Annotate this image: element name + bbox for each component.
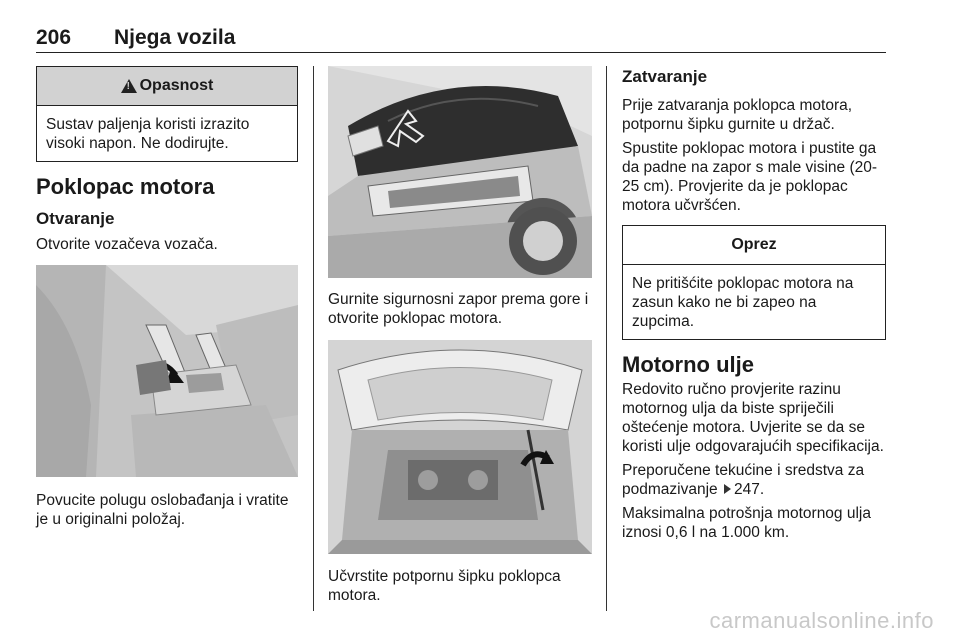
closing-paragraph-1: Prije zatvaranja poklopca motora, potpornu šipku gurnite u držač.	[622, 97, 853, 133]
opening-step-1: Otvorite vozačeva vozača.	[36, 236, 218, 253]
column-1	[36, 66, 298, 529]
page-header	[36, 26, 886, 53]
hood-prop-rod-illustration	[328, 340, 592, 554]
page-reference-arrow-icon	[724, 484, 731, 494]
watermark: carmanualsonline.info	[709, 608, 934, 633]
oil-paragraph-2	[622, 461, 886, 499]
closing-paragraph-2: Spustite poklopac motora i pustite ga da padne na zapor s male visine (20-25 cm). Provjerite da je poklopac motora učvršćen.	[622, 140, 878, 214]
hood-latch-illustration	[328, 66, 592, 278]
oil-paragraph-2-text: Preporučene tekućine i sredstva za podmazivanje	[622, 462, 865, 498]
danger-box-title: Opasnost	[139, 77, 214, 94]
oil-section-title: Motorno ulje	[622, 352, 754, 377]
danger-box	[36, 66, 298, 162]
opening-step-3: Gurnite sigurnosni zapor prema gore i otvorite poklopac motora.	[328, 291, 589, 327]
section-title: Poklopac motora	[36, 174, 215, 199]
danger-box-text: Sustav paljenja koristi izrazito visoki napon. Ne dodirujte.	[46, 116, 250, 152]
caution-box-header: Oprez	[623, 226, 885, 265]
page-reference-link[interactable]: 247.	[733, 481, 765, 498]
warning-triangle-icon	[121, 79, 137, 93]
column-3	[622, 66, 886, 542]
oil-paragraph-1: Redovito ručno provjerite razinu motornog ulja da biste spriječili oštećenje motora. Uvjerite se da se koristi ulje odgovarajućih specifikacija.	[622, 381, 884, 455]
caution-box-text: Ne pritišćite poklopac motora na zasun kako ne bi zapeo na zupcima.	[632, 275, 854, 330]
opening-step-2: Povucite polugu oslobađanja i vratite je u originalni položaj.	[36, 492, 289, 528]
caution-box	[622, 225, 886, 340]
page-title: Njega vozila	[114, 26, 236, 49]
oil-paragraph-3: Maksimalna potrošnja motornog ulja iznosi 0,6 l na 1.000 km.	[622, 505, 871, 541]
column-divider-2	[606, 66, 607, 611]
column-2	[328, 66, 592, 605]
opening-step-4: Učvrstite potpornu šipku poklopca motora.	[328, 568, 561, 604]
column-divider-1	[313, 66, 314, 611]
release-lever-illustration	[36, 265, 298, 477]
opening-title: Otvaranje	[36, 209, 115, 228]
danger-box-header	[37, 67, 297, 106]
page-number: 206	[36, 26, 72, 49]
closing-title: Zatvaranje	[622, 67, 708, 86]
